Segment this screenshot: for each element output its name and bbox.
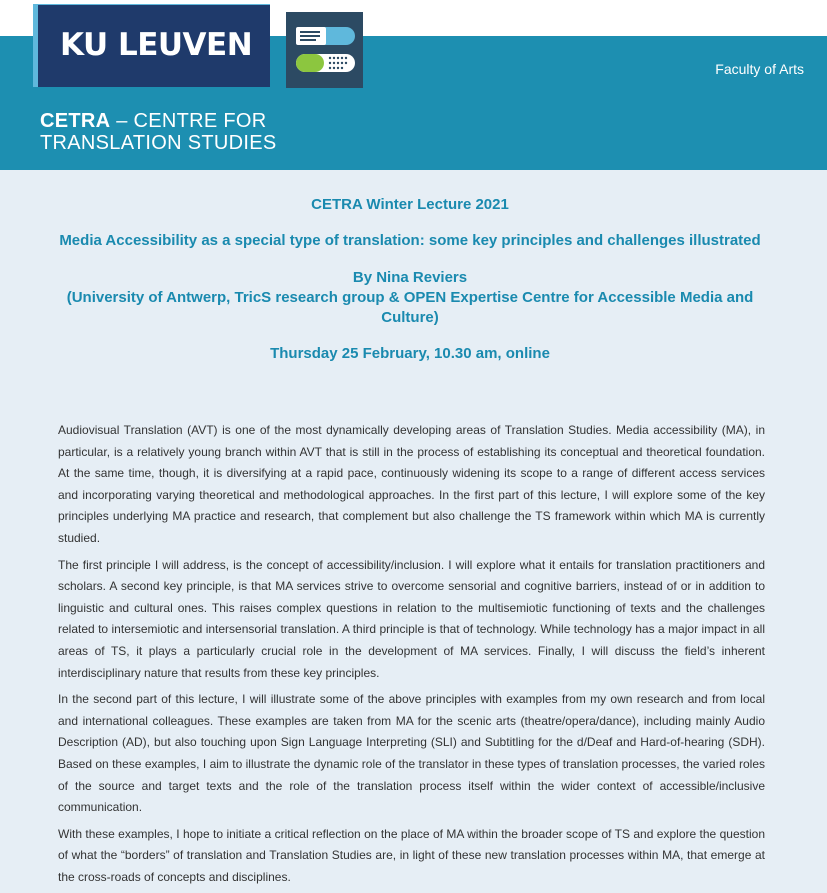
event-headings <box>40 196 780 362</box>
paragraph: Audiovisual Translation (AVT) is one of the most dynamically developing areas of Translation Studies. Media accessibility (MA), in particular, is a relatively young branch within AVT that is still in the process of establishing its conceptual and theoretical foundation. At the same time, though, it is diversifying at a rapid pace, continuously widening its scope to a range of different access services and incorporating varying theoretical and methodological approaches. In the first part of this lecture, I will explore some of the key principles underlying MA practice and research, that complement but also challenge the TS framework within which MA is currently studied. <box>58 423 765 545</box>
centre-line-2: TRANSLATION STUDIES <box>40 132 277 154</box>
speaker-block <box>40 268 780 328</box>
paragraph: With these examples, I hope to initiate a critical reflection on the place of MA within the broader scope of TS and explore the question of what the “borders” of translation and Translation Studies are, in light of these new translation processes within MA, that emerge at the cross-roads of concepts and disciplines. <box>58 826 765 884</box>
centre-rest: – CENTRE FOR <box>110 110 267 132</box>
abstract-body <box>58 420 765 893</box>
speaker-name: By Nina Reviers <box>352 269 468 286</box>
paragraph: The first principle I will address, is the concept of accessibility/inclusion. I will explore what it entails for translation practitioners and scholars. A second key principle, is that MA services strive to overcome sensorial and cognitive barriers, instead of or in addition to linguistic and cultural ones. This raises complex questions in relation to the multisemiotic functioning of texts and the challenges related to intersemiotic and intersensorial translation. A third principle is that of technology. While technology has a major impact in all areas of TS, it plays a particularly crucial role in the development of MA services. Finally, I will discuss the field’s inherent interdisciplinary nature that results from these key principles. <box>58 557 765 680</box>
lecture-title: Media Accessibility as a special type of translation: some key principles and challenges illustrated <box>59 232 761 249</box>
ku-leuven-logo[interactable] <box>33 4 270 87</box>
centre-line-1 <box>40 110 276 132</box>
centre-name <box>40 110 276 154</box>
speaker-affiliation: (University of Antwerp, TricS research group & OPEN Expertise Centre for Accessible Media and Culture) <box>66 289 754 326</box>
centre-bold: CETRA <box>40 110 111 132</box>
event-datetime: Thursday 25 February, 10.30 am, online <box>270 345 550 362</box>
event-title: CETRA Winter Lecture 2021 <box>311 196 509 213</box>
cetra-logo-icon <box>286 12 363 88</box>
paragraph: In the second part of this lecture, I will illustrate some of the above principles with examples from my own research and from local and international colleagues. These examples are taken from MA for the scenic arts (theatre/opera/dance), including mainly Audio Description (AD), but also touching upon Sign Language Interpreting (SLI) and Subtitling for the d/Deaf and Hard-of-hearing (SDH). Based on these examples, I aim to illustrate the dynamic role of the translator in these types of translation processes, the varied roles of the source and target texts and the role of the translation process itself within the wider context of accessible/inclusive communication. <box>58 692 765 815</box>
logo-text: KU LEUVEN <box>60 27 253 63</box>
faculty-label: Faculty of Arts <box>715 61 804 77</box>
